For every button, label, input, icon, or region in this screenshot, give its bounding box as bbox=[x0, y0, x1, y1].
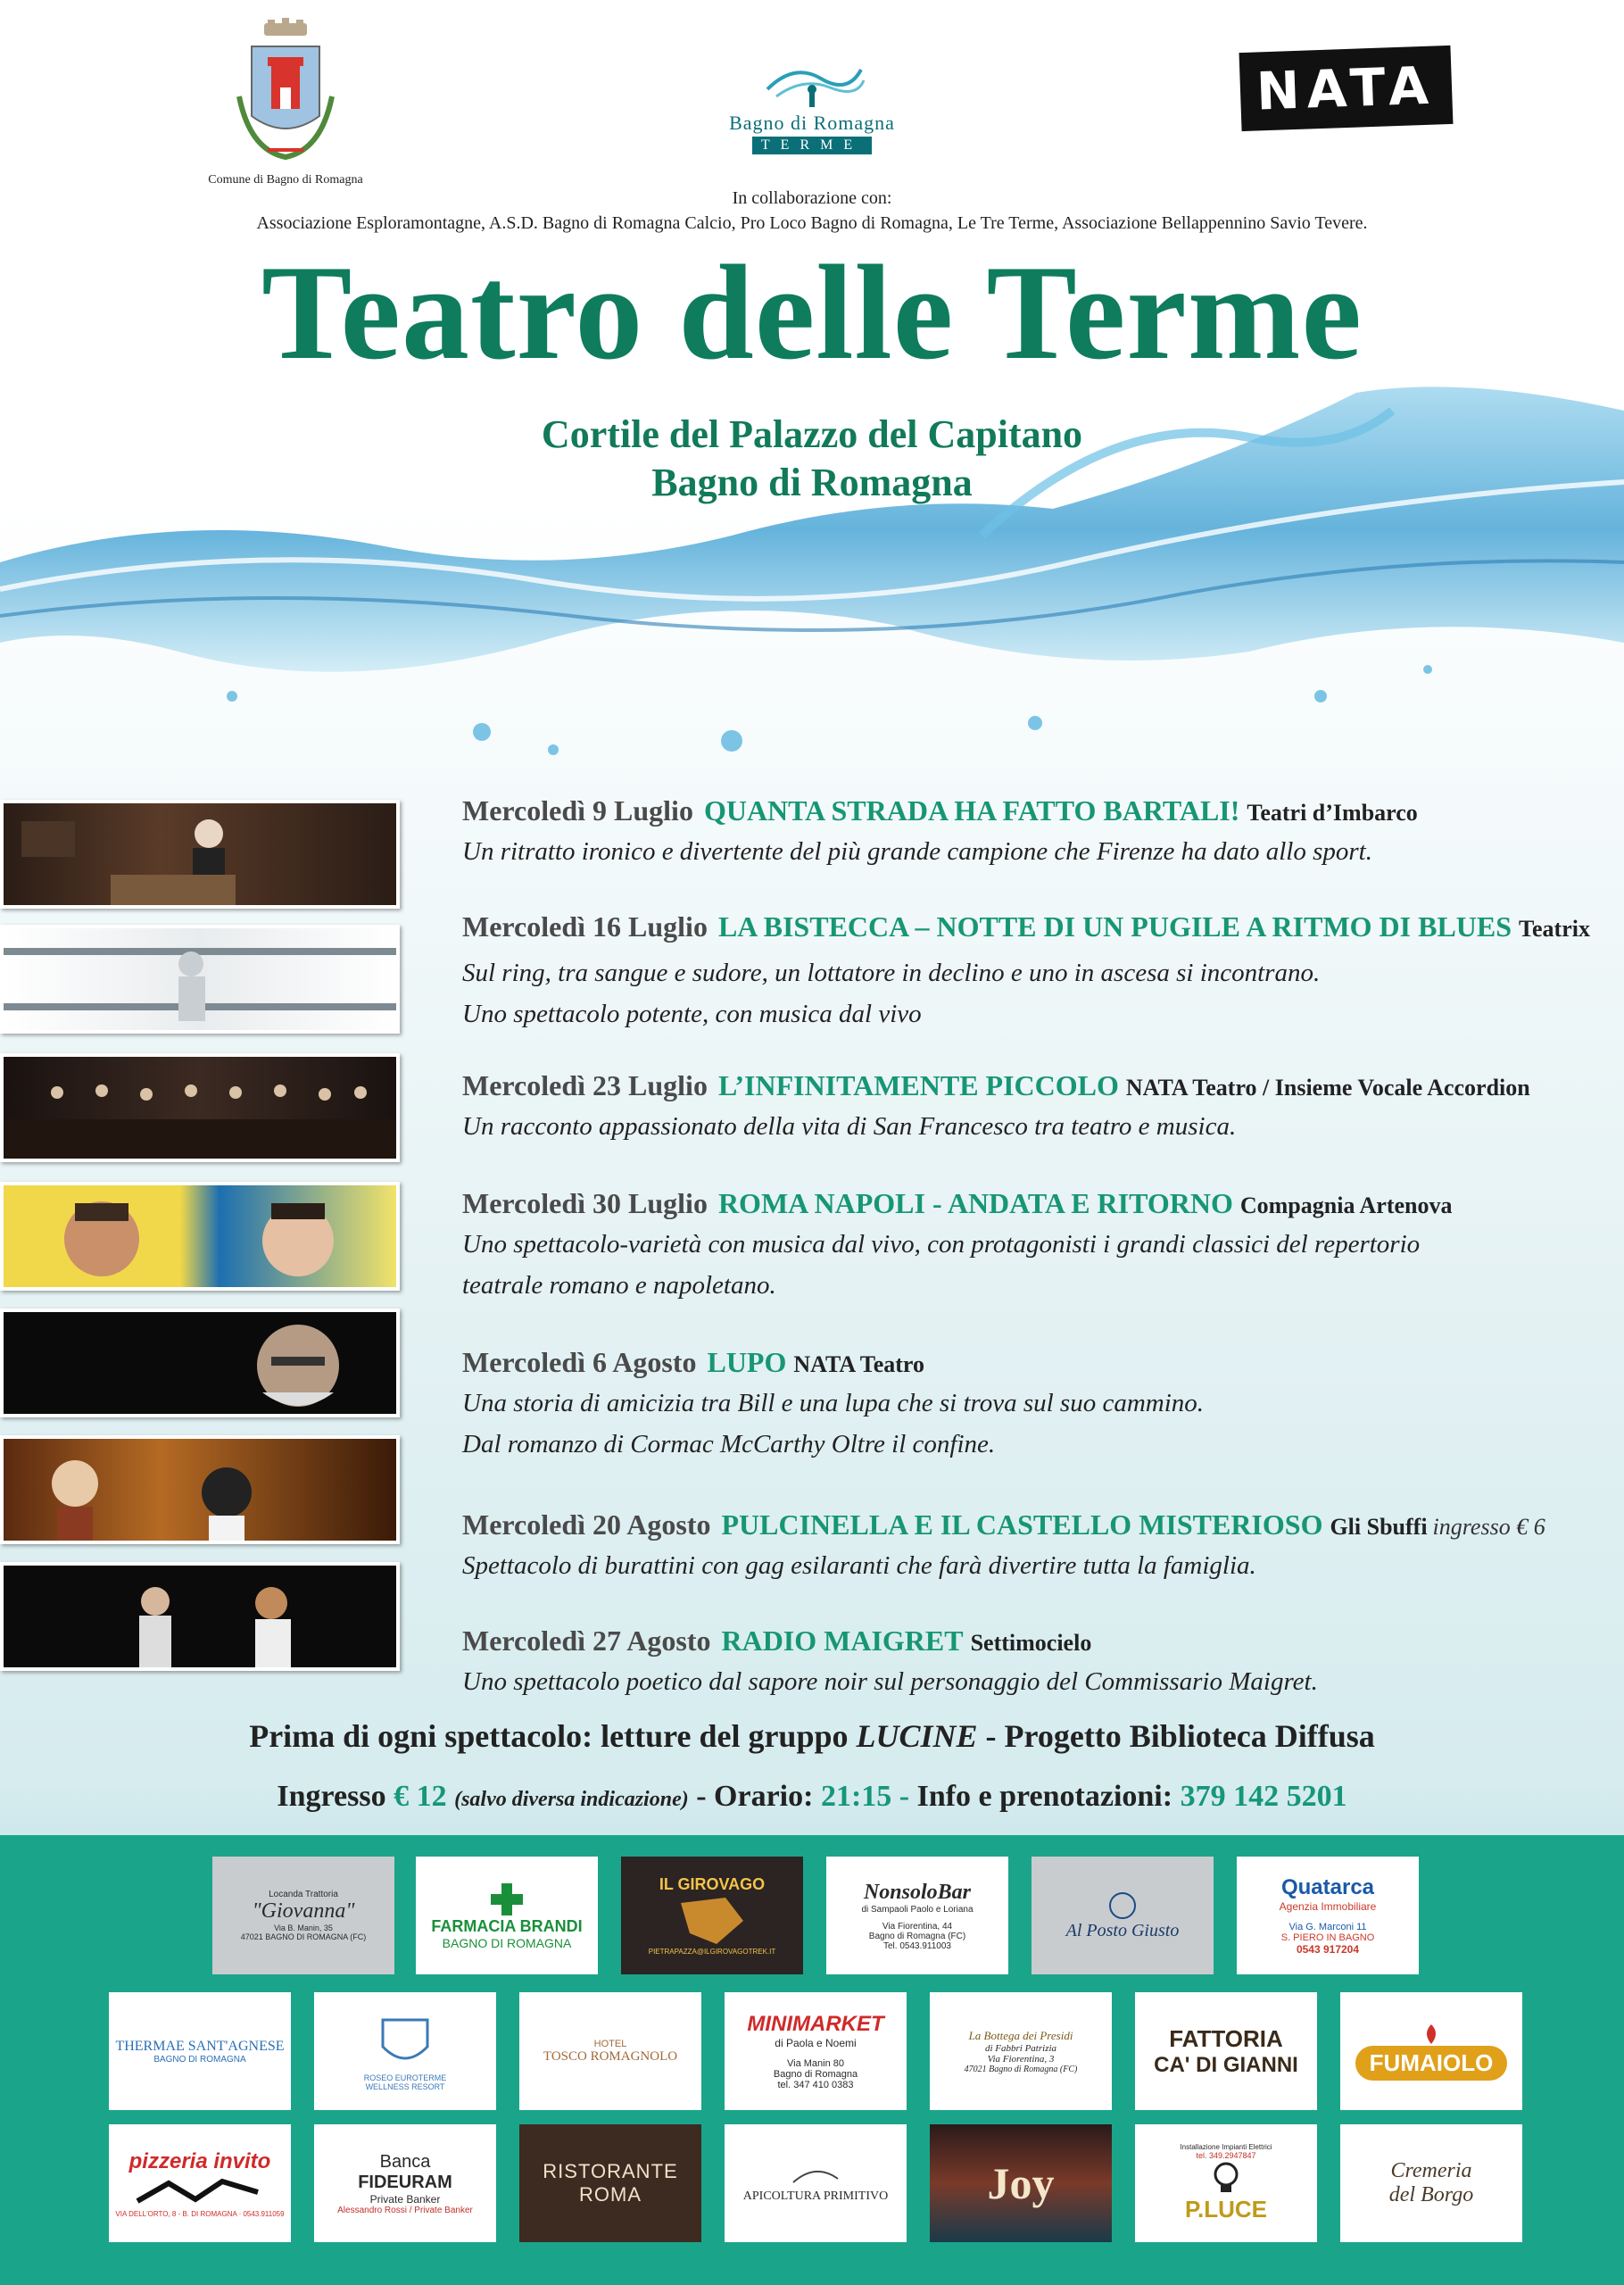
event-description: Sul ring, tra sangue e sudore, un lottatore in declino e uno in ascesa si incontrano. bbox=[462, 959, 1321, 987]
sponsor-text: Agenzia Immobiliare bbox=[1279, 1900, 1377, 1913]
sponsor-text: Bagno di Romagna bbox=[773, 2069, 858, 2080]
event-title: PULCINELLA E IL CASTELLO MISTERIOSO bbox=[721, 1508, 1323, 1541]
event-company: NATA Teatro bbox=[793, 1351, 924, 1377]
prima-text-after: - Progetto Biblioteca Diffusa bbox=[985, 1718, 1375, 1754]
event-photo-bistecca bbox=[0, 925, 400, 1034]
sponsor-cremeria bbox=[1340, 2124, 1522, 2242]
sponsor-text: La Bottega dei Presidi bbox=[968, 2028, 1073, 2042]
sponsor-fideuram bbox=[314, 2124, 496, 2242]
sponsor-text: del Borgo bbox=[1388, 2183, 1474, 2206]
sponsor-joy bbox=[930, 2124, 1112, 2242]
sponsor-text: P.LUCE bbox=[1185, 2196, 1267, 2223]
sponsor-text: 47021 Bagno di Romagna (FC) bbox=[964, 2064, 1078, 2074]
sponsor-al-posto-giusto bbox=[1032, 1857, 1214, 1974]
sponsor-text: di Paola e Noemi bbox=[775, 2037, 857, 2049]
sponsor-text: tel. 349.2947847 bbox=[1196, 2151, 1256, 2160]
sponsor-minimarket bbox=[725, 1992, 907, 2110]
sponsor-text: "Giovanna" bbox=[252, 1899, 355, 1923]
orario-label: - Orario: bbox=[696, 1780, 814, 1813]
event-date: Mercoledì 16 Luglio bbox=[462, 910, 708, 943]
sponsor-band bbox=[0, 1835, 1624, 2285]
sponsor-text: HOTEL bbox=[593, 2038, 627, 2049]
collab-list: Associazione Esploramontagne, A.S.D. Bagno di Romagna Calcio, Pro Loco Bagno di Romagna, Le Tre Terme, Associazione Bellappennino Savio Tevere. bbox=[256, 213, 1368, 233]
sponsor-text: Tel. 0543.911003 bbox=[883, 1940, 951, 1951]
sponsor-ristorante-roma bbox=[519, 2124, 701, 2242]
event-date: Mercoledì 27 Agosto bbox=[462, 1624, 711, 1657]
event-company: Compagnia Artenova bbox=[1239, 1192, 1453, 1218]
event-date: Mercoledì 9 Luglio bbox=[462, 794, 693, 827]
event-company: Settimocielo bbox=[970, 1630, 1092, 1656]
sponsor-text: Private Banker bbox=[369, 2192, 441, 2206]
event-item bbox=[462, 1623, 1595, 1702]
comune-logo bbox=[178, 16, 393, 195]
sponsor-text: FUMAIOLO bbox=[1355, 2046, 1508, 2081]
sponsor-text: APICOLTURA PRIMITIVO bbox=[742, 2189, 889, 2203]
event-photo-infinitamente bbox=[0, 1053, 400, 1162]
event-item bbox=[462, 909, 1595, 1034]
sponsor-text: 0543 917204 bbox=[1296, 1943, 1360, 1956]
sponsor-pizzeria bbox=[109, 2124, 291, 2242]
sponsor-text: Via G. Marconi 11 bbox=[1288, 1922, 1367, 1932]
ingresso-line bbox=[0, 1780, 1624, 1814]
sponsor-text: FATTORIA bbox=[1169, 2024, 1283, 2052]
pharmacy-cross-icon bbox=[489, 1882, 525, 1917]
zigzag-arrow-icon bbox=[133, 2174, 267, 2210]
event-title: RADIO MAIGRET bbox=[721, 1624, 964, 1657]
sponsor-text: BAGNO DI ROMAGNA bbox=[442, 1935, 572, 1950]
sponsor-tosco-romagnolo bbox=[519, 1992, 701, 2110]
phone-number: 379 142 5201 bbox=[1180, 1780, 1347, 1813]
event-item bbox=[462, 1507, 1595, 1586]
ingresso-label: Ingresso bbox=[277, 1780, 386, 1813]
event-price: ingresso € 6 bbox=[1432, 1514, 1545, 1540]
event-item bbox=[462, 793, 1595, 872]
sponsor-text: PIETRAPAZZA@ILGIROVAGOTREK.IT bbox=[648, 1948, 776, 1956]
bee-swirl-icon bbox=[789, 2163, 842, 2189]
main-title: Teatro delle Terme bbox=[261, 237, 1363, 387]
sponsor-bottega bbox=[930, 1992, 1112, 2110]
event-description-line2: teatrale romano e napoletano. bbox=[462, 1271, 776, 1300]
sponsor-text: RISTORANTE bbox=[543, 2160, 678, 2182]
sponsor-text: Via Fiorentina, 3 bbox=[987, 2053, 1055, 2065]
event-date: Mercoledì 20 Agosto bbox=[462, 1508, 711, 1541]
event-description: Uno spettacolo poetico dal sapore noir sul personaggio del Commissario Maigret. bbox=[462, 1667, 1318, 1696]
sponsor-text: TOSCO ROMAGNOLO bbox=[543, 2048, 678, 2064]
event-title: LA BISTECCA – NOTTE DI UN PUGILE A RITMO DI BLUES bbox=[717, 910, 1512, 943]
sponsor-text: Installazione Impianti Elettrici bbox=[1180, 2143, 1272, 2151]
sponsor-apicoltura bbox=[725, 2124, 907, 2242]
event-photo-radio-maigret bbox=[0, 1562, 400, 1671]
euroterme-crest-icon bbox=[374, 2011, 436, 2073]
flame-icon bbox=[1404, 2023, 1458, 2046]
sponsor-nonsolobar bbox=[826, 1857, 1008, 1974]
event-title: LUPO bbox=[707, 1346, 787, 1378]
sponsor-quatarca bbox=[1237, 1857, 1419, 1974]
sponsor-text: Via B. Manin, 35 bbox=[274, 1924, 333, 1932]
event-description: Spettacolo di burattini con gag esilaranti che farà divertire tutta la famiglia. bbox=[462, 1551, 1256, 1580]
sponsor-text: Via Fiorentina, 44 bbox=[882, 1921, 953, 1932]
sponsor-text: NonsoloBar bbox=[863, 1880, 972, 1904]
event-title: L’INFINITAMENTE PICCOLO bbox=[717, 1069, 1119, 1101]
sponsor-text: Quatarca bbox=[1280, 1875, 1375, 1899]
prima-text: Prima di ogni spettacolo: letture del gruppo bbox=[249, 1718, 849, 1754]
prima-line bbox=[0, 1717, 1624, 1755]
sponsor-text: VIA DELL'ORTO, 8 - B. DI ROMAGNA · 0543.911059 bbox=[115, 2209, 285, 2218]
event-company: Teatrix bbox=[1519, 916, 1590, 942]
nata-logo bbox=[1240, 49, 1437, 147]
subtitle-line1: Cortile del Palazzo del Capitano bbox=[541, 412, 1083, 456]
event-photo-bartali bbox=[0, 800, 400, 909]
lightbulb-icon bbox=[1208, 2160, 1244, 2196]
comune-crest-icon bbox=[232, 16, 339, 168]
sponsor-text: ROMA bbox=[579, 2183, 642, 2206]
info-label: Info e prenotazioni: bbox=[916, 1780, 1173, 1813]
bagno-logo-name: Bagno di Romagna bbox=[729, 112, 895, 134]
sponsor-text: MINIMARKET bbox=[747, 2012, 884, 2036]
subtitle bbox=[0, 411, 1624, 507]
sponsor-text: WELLNESS RESORT bbox=[365, 2082, 445, 2091]
event-date: Mercoledì 23 Luglio bbox=[462, 1069, 708, 1101]
sponsor-euroterme bbox=[314, 1992, 496, 2110]
collaboration-block bbox=[0, 186, 1624, 236]
event-date: Mercoledì 6 Agosto bbox=[462, 1346, 697, 1378]
ingresso-price: € 12 bbox=[394, 1780, 447, 1813]
map-icon bbox=[672, 1894, 752, 1948]
bagno-terme-logo bbox=[696, 54, 928, 161]
sponsor-text: di Fabbri Patrizia bbox=[984, 2042, 1057, 2054]
event-item bbox=[462, 1185, 1595, 1306]
sponsor-text: S. PIERO IN BAGNO bbox=[1280, 1932, 1375, 1943]
collab-intro: In collaborazione con: bbox=[732, 188, 892, 208]
sponsor-text: Banca bbox=[379, 2151, 431, 2172]
sponsor-giovanna bbox=[212, 1857, 394, 1974]
sponsor-text: tel. 347 410 0383 bbox=[777, 2080, 854, 2090]
event-description: Una storia di amicizia tra Bill e una lupa che si trova sul suo cammino. bbox=[462, 1389, 1205, 1417]
sponsor-text: Al Posto Giusto bbox=[1065, 1920, 1180, 1940]
event-company: Gli Sbuffi bbox=[1330, 1514, 1428, 1540]
sponsor-sant-agnese bbox=[109, 1992, 291, 2110]
event-title: QUANTA STRADA HA FATTO BARTALI! bbox=[703, 794, 1240, 827]
sponsor-text: Joy bbox=[987, 2158, 1055, 2208]
sponsor-text: FARMACIA BRANDI bbox=[431, 1916, 583, 1935]
sponsor-text: Via Manin 80 bbox=[786, 2058, 844, 2069]
sponsor-text: BAGNO DI ROMAGNA bbox=[153, 2054, 246, 2065]
event-title: ROMA NAPOLI - ANDATA E RITORNO bbox=[717, 1187, 1233, 1219]
sponsor-luce bbox=[1135, 2124, 1317, 2242]
apg-monogram-icon bbox=[1103, 1890, 1142, 1921]
sponsor-text: ROSEO EUROTERME bbox=[363, 2073, 447, 2082]
sponsor-text: THERMAE SANT'AGNESE bbox=[115, 2038, 285, 2054]
nata-logo-text: NATA bbox=[1239, 46, 1454, 131]
event-photo-lupo bbox=[0, 1309, 400, 1417]
sponsor-text: 47021 BAGNO DI ROMAGNA (FC) bbox=[240, 1932, 367, 1941]
event-item bbox=[462, 1344, 1595, 1465]
event-photo-pulcinella bbox=[0, 1435, 400, 1544]
event-photos bbox=[0, 800, 403, 1680]
sponsor-text: FIDEURAM bbox=[358, 2172, 452, 2192]
sponsor-text: Alessandro Rossi / Private Banker bbox=[337, 2205, 473, 2215]
orario-value: 21:15 - bbox=[820, 1780, 910, 1813]
sponsor-text: CA' DI GIANNI bbox=[1154, 2052, 1298, 2077]
event-photo-roma-napoli bbox=[0, 1182, 400, 1291]
bagno-logo-terme: TERME bbox=[752, 137, 872, 154]
sponsor-farmacia bbox=[416, 1857, 598, 1974]
subtitle-line2: Bagno di Romagna bbox=[651, 461, 973, 504]
event-description: Un racconto appassionato della vita di San Francesco tra teatro e musica. bbox=[462, 1112, 1237, 1141]
sponsor-text: Locanda Trattoria bbox=[269, 1890, 338, 1899]
sponsor-text: Cremeria bbox=[1390, 2159, 1472, 2182]
sponsor-text: Bagno di Romagna (FC) bbox=[868, 1931, 966, 1941]
event-company: Teatri d’Imbarco bbox=[1247, 800, 1418, 826]
sponsor-fumaiolo bbox=[1340, 1992, 1522, 2110]
event-item bbox=[462, 1068, 1595, 1147]
event-description-line2: Uno spettacolo potente, con musica dal vivo bbox=[462, 1000, 922, 1028]
water-wave-icon bbox=[758, 54, 866, 107]
comune-caption: Comune di Bagno di Romagna bbox=[208, 173, 363, 187]
event-description: Un ritratto ironico e divertente del più grande campione che Firenze ha dato allo sport. bbox=[462, 837, 1372, 866]
lucine-name: LUCINE bbox=[856, 1718, 978, 1754]
sponsor-text: IL GIROVAGO bbox=[659, 1875, 766, 1893]
event-company: NATA Teatro / Insieme Vocale Accordion bbox=[1125, 1075, 1530, 1101]
event-description: Uno spettacolo-varietà con musica dal vivo, con protagonisti i grandi classici del repertorio bbox=[462, 1230, 1421, 1259]
event-date: Mercoledì 30 Luglio bbox=[462, 1187, 708, 1219]
sponsor-fattoria bbox=[1135, 1992, 1317, 2110]
ingresso-note: (salvo diversa indicazione) bbox=[454, 1788, 689, 1811]
sponsor-text: pizzeria invito bbox=[128, 2148, 271, 2173]
sponsor-text: di Sampaoli Paolo e Loriana bbox=[861, 1904, 974, 1915]
event-description-line2: Dal romanzo di Cormac McCarthy Oltre il confine. bbox=[462, 1430, 996, 1458]
sponsor-girovago bbox=[621, 1857, 803, 1974]
